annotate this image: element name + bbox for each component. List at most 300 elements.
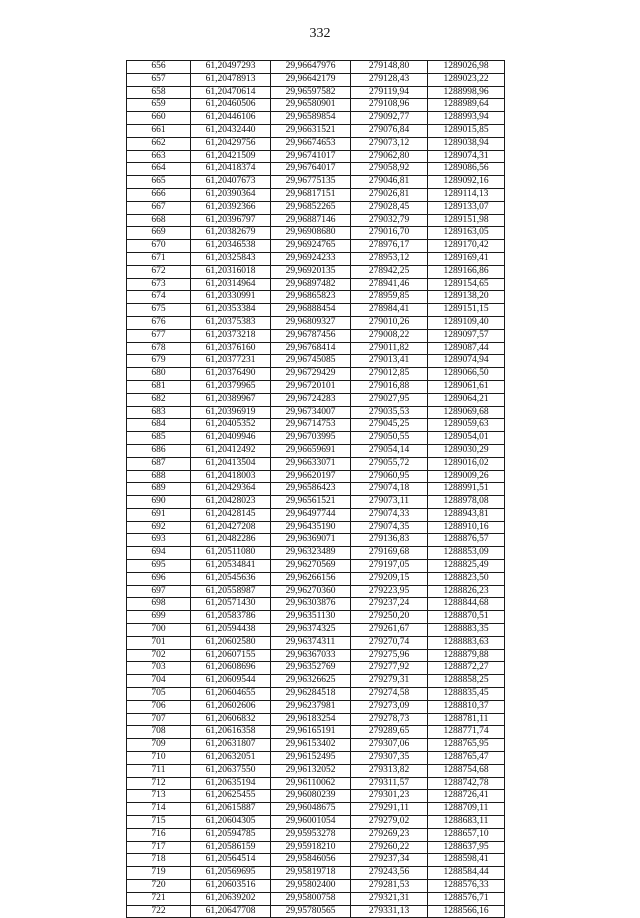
longitude-cell: 29,96323489 (271, 547, 351, 560)
longitude-cell: 29,96132052 (271, 764, 351, 777)
point-number-cell: 658 (127, 86, 191, 99)
point-number-cell: 712 (127, 777, 191, 790)
y-coordinate-cell: 1288709,11 (428, 803, 505, 816)
y-coordinate-cell: 1289151,15 (428, 304, 505, 317)
y-coordinate-cell: 1289061,61 (428, 380, 505, 393)
point-number-cell: 690 (127, 496, 191, 509)
point-number-cell: 715 (127, 816, 191, 829)
table-row (127, 432, 505, 445)
x-coordinate-cell: 279269,23 (351, 828, 428, 841)
point-number-cell: 680 (127, 368, 191, 381)
x-coordinate-cell: 279076,84 (351, 124, 428, 137)
longitude-cell: 29,96153402 (271, 739, 351, 752)
x-coordinate-cell: 279270,74 (351, 636, 428, 649)
table-row (127, 483, 505, 496)
latitude-cell: 61,20564514 (191, 854, 271, 867)
point-number-cell: 692 (127, 521, 191, 534)
x-coordinate-cell: 279209,15 (351, 572, 428, 585)
point-number-cell: 698 (127, 598, 191, 611)
latitude-cell: 61,20607155 (191, 649, 271, 662)
y-coordinate-cell: 1289023,22 (428, 73, 505, 86)
point-number-cell: 716 (127, 828, 191, 841)
x-coordinate-cell: 279073,11 (351, 496, 428, 509)
point-number-cell: 683 (127, 406, 191, 419)
y-coordinate-cell: 1288991,51 (428, 483, 505, 496)
coordinates-table (126, 60, 505, 918)
point-number-cell: 687 (127, 457, 191, 470)
latitude-cell: 61,20353384 (191, 304, 271, 317)
longitude-cell: 29,96659691 (271, 444, 351, 457)
y-coordinate-cell: 1288810,37 (428, 700, 505, 713)
longitude-cell: 29,95819718 (271, 867, 351, 880)
coordinates-table-body (127, 61, 505, 918)
x-coordinate-cell: 279026,81 (351, 188, 428, 201)
point-number-cell: 721 (127, 892, 191, 905)
x-coordinate-cell: 279274,58 (351, 688, 428, 701)
x-coordinate-cell: 279074,35 (351, 521, 428, 534)
table-row (127, 662, 505, 675)
table-row (127, 393, 505, 406)
table-row (127, 163, 505, 176)
x-coordinate-cell: 279011,82 (351, 342, 428, 355)
longitude-cell: 29,96597582 (271, 86, 351, 99)
point-number-cell: 688 (127, 470, 191, 483)
table-row (127, 572, 505, 585)
longitude-cell: 29,96720101 (271, 380, 351, 393)
latitude-cell: 61,20428145 (191, 508, 271, 521)
latitude-cell: 61,20482286 (191, 534, 271, 547)
point-number-cell: 697 (127, 585, 191, 598)
longitude-cell: 29,96729429 (271, 368, 351, 381)
point-number-cell: 677 (127, 329, 191, 342)
table-row (127, 355, 505, 368)
table-row (127, 176, 505, 189)
y-coordinate-cell: 1289015,85 (428, 124, 505, 137)
table-row (127, 150, 505, 163)
page-number: 332 (309, 26, 331, 41)
y-coordinate-cell: 1288853,09 (428, 547, 505, 560)
table-row (127, 764, 505, 777)
latitude-cell: 61,20409946 (191, 432, 271, 445)
latitude-cell: 61,20625455 (191, 790, 271, 803)
latitude-cell: 61,20615887 (191, 803, 271, 816)
table-row (127, 316, 505, 329)
x-coordinate-cell: 279313,82 (351, 764, 428, 777)
table-row (127, 649, 505, 662)
latitude-cell: 61,20569695 (191, 867, 271, 880)
point-number-cell: 693 (127, 534, 191, 547)
x-coordinate-cell: 279278,73 (351, 713, 428, 726)
longitude-cell: 29,96326625 (271, 675, 351, 688)
latitude-cell: 61,20470614 (191, 86, 271, 99)
table-row (127, 124, 505, 137)
y-coordinate-cell: 1288993,94 (428, 112, 505, 125)
table-row (127, 227, 505, 240)
longitude-cell: 29,95802400 (271, 880, 351, 893)
point-number-cell: 718 (127, 854, 191, 867)
y-coordinate-cell: 1289074,94 (428, 355, 505, 368)
table-row (127, 688, 505, 701)
table-row (127, 265, 505, 278)
x-coordinate-cell: 279054,14 (351, 444, 428, 457)
y-coordinate-cell: 1288876,57 (428, 534, 505, 547)
y-coordinate-cell: 1288883,35 (428, 624, 505, 637)
table-row (127, 496, 505, 509)
y-coordinate-cell: 1288998,96 (428, 86, 505, 99)
y-coordinate-cell: 1288883,63 (428, 636, 505, 649)
x-coordinate-cell: 279281,53 (351, 880, 428, 893)
latitude-cell: 61,20325843 (191, 252, 271, 265)
table-row (127, 137, 505, 150)
y-coordinate-cell: 1288726,41 (428, 790, 505, 803)
y-coordinate-cell: 1288835,45 (428, 688, 505, 701)
y-coordinate-cell: 1289086,56 (428, 163, 505, 176)
table-row (127, 278, 505, 291)
y-coordinate-cell: 1288576,33 (428, 880, 505, 893)
longitude-cell: 29,96631521 (271, 124, 351, 137)
point-number-cell: 700 (127, 624, 191, 637)
latitude-cell: 61,20497293 (191, 61, 271, 74)
point-number-cell: 704 (127, 675, 191, 688)
table-row (127, 790, 505, 803)
y-coordinate-cell: 1288754,68 (428, 764, 505, 777)
longitude-cell: 29,96580901 (271, 99, 351, 112)
x-coordinate-cell: 279277,92 (351, 662, 428, 675)
y-coordinate-cell: 1288765,95 (428, 739, 505, 752)
latitude-cell: 61,20460506 (191, 99, 271, 112)
longitude-cell: 29,95780565 (271, 905, 351, 918)
y-coordinate-cell: 1288858,25 (428, 675, 505, 688)
y-coordinate-cell: 1288910,16 (428, 521, 505, 534)
longitude-cell: 29,96165191 (271, 726, 351, 739)
point-number-cell: 678 (127, 342, 191, 355)
y-coordinate-cell: 1289166,86 (428, 265, 505, 278)
x-coordinate-cell: 279291,11 (351, 803, 428, 816)
x-coordinate-cell: 279237,34 (351, 854, 428, 867)
longitude-cell: 29,96775135 (271, 176, 351, 189)
y-coordinate-cell: 1289163,05 (428, 227, 505, 240)
table-row (127, 368, 505, 381)
table-row (127, 419, 505, 432)
table-row (127, 611, 505, 624)
x-coordinate-cell: 279197,05 (351, 560, 428, 573)
x-coordinate-cell: 279008,22 (351, 329, 428, 342)
longitude-cell: 29,96703995 (271, 432, 351, 445)
longitude-cell: 29,96303876 (271, 598, 351, 611)
point-number-cell: 699 (127, 611, 191, 624)
longitude-cell: 29,96887146 (271, 214, 351, 227)
longitude-cell: 29,96809327 (271, 316, 351, 329)
latitude-cell: 61,20407673 (191, 176, 271, 189)
x-coordinate-cell: 279050,55 (351, 432, 428, 445)
point-number-cell: 669 (127, 227, 191, 240)
latitude-cell: 61,20427208 (191, 521, 271, 534)
x-coordinate-cell: 279013,41 (351, 355, 428, 368)
y-coordinate-cell: 1289097,57 (428, 329, 505, 342)
y-coordinate-cell: 1289087,44 (428, 342, 505, 355)
longitude-cell: 29,96865823 (271, 291, 351, 304)
latitude-cell: 61,20571430 (191, 598, 271, 611)
y-coordinate-cell: 1288566,16 (428, 905, 505, 918)
longitude-cell: 29,96888454 (271, 304, 351, 317)
point-number-cell: 711 (127, 764, 191, 777)
latitude-cell: 61,20604655 (191, 688, 271, 701)
table-row (127, 508, 505, 521)
y-coordinate-cell: 1289026,98 (428, 61, 505, 74)
latitude-cell: 61,20594785 (191, 828, 271, 841)
x-coordinate-cell: 278984,41 (351, 304, 428, 317)
x-coordinate-cell: 279045,25 (351, 419, 428, 432)
x-coordinate-cell: 279027,95 (351, 393, 428, 406)
y-coordinate-cell: 1288771,74 (428, 726, 505, 739)
latitude-cell: 61,20602580 (191, 636, 271, 649)
x-coordinate-cell: 279073,12 (351, 137, 428, 150)
point-number-cell: 659 (127, 99, 191, 112)
y-coordinate-cell: 1289092,16 (428, 176, 505, 189)
longitude-cell: 29,96586423 (271, 483, 351, 496)
y-coordinate-cell: 1289151,98 (428, 214, 505, 227)
longitude-cell: 29,96374325 (271, 624, 351, 637)
longitude-cell: 29,96589854 (271, 112, 351, 125)
latitude-cell: 61,20392366 (191, 201, 271, 214)
latitude-cell: 61,20608696 (191, 662, 271, 675)
y-coordinate-cell: 1289114,13 (428, 188, 505, 201)
table-row (127, 713, 505, 726)
table-row (127, 624, 505, 637)
longitude-cell: 29,96048675 (271, 803, 351, 816)
x-coordinate-cell: 279108,96 (351, 99, 428, 112)
latitude-cell: 61,20534841 (191, 560, 271, 573)
table-row (127, 560, 505, 573)
longitude-cell: 29,96270360 (271, 585, 351, 598)
y-coordinate-cell: 1288978,08 (428, 496, 505, 509)
x-coordinate-cell: 279028,45 (351, 201, 428, 214)
y-coordinate-cell: 1289170,42 (428, 240, 505, 253)
latitude-cell: 61,20637550 (191, 764, 271, 777)
y-coordinate-cell: 1289016,02 (428, 457, 505, 470)
x-coordinate-cell: 279035,53 (351, 406, 428, 419)
x-coordinate-cell: 279169,68 (351, 547, 428, 560)
latitude-cell: 61,20418003 (191, 470, 271, 483)
x-coordinate-cell: 279311,57 (351, 777, 428, 790)
point-number-cell: 665 (127, 176, 191, 189)
table-row (127, 73, 505, 86)
y-coordinate-cell: 1288584,44 (428, 867, 505, 880)
table-row (127, 892, 505, 905)
point-number-cell: 691 (127, 508, 191, 521)
point-number-cell: 707 (127, 713, 191, 726)
table-row (127, 470, 505, 483)
point-number-cell: 681 (127, 380, 191, 393)
x-coordinate-cell: 279237,24 (351, 598, 428, 611)
y-coordinate-cell: 1288844,68 (428, 598, 505, 611)
x-coordinate-cell: 279128,43 (351, 73, 428, 86)
x-coordinate-cell: 279060,95 (351, 470, 428, 483)
x-coordinate-cell: 278953,12 (351, 252, 428, 265)
latitude-cell: 61,20609544 (191, 675, 271, 688)
y-coordinate-cell: 1288765,47 (428, 752, 505, 765)
longitude-cell: 29,96924765 (271, 240, 351, 253)
table-row (127, 585, 505, 598)
latitude-cell: 61,20545636 (191, 572, 271, 585)
table-row (127, 61, 505, 74)
table-row (127, 547, 505, 560)
table-row (127, 752, 505, 765)
y-coordinate-cell: 1289064,21 (428, 393, 505, 406)
table-row (127, 636, 505, 649)
y-coordinate-cell: 1288637,95 (428, 841, 505, 854)
y-coordinate-cell: 1289154,65 (428, 278, 505, 291)
table-row (127, 828, 505, 841)
latitude-cell: 61,20478913 (191, 73, 271, 86)
point-number-cell: 709 (127, 739, 191, 752)
latitude-cell: 61,20389967 (191, 393, 271, 406)
longitude-cell: 29,96787456 (271, 329, 351, 342)
x-coordinate-cell: 279289,65 (351, 726, 428, 739)
longitude-cell: 29,96183254 (271, 713, 351, 726)
table-row (127, 598, 505, 611)
y-coordinate-cell: 1288943,81 (428, 508, 505, 521)
latitude-cell: 61,20616358 (191, 726, 271, 739)
longitude-cell: 29,96908680 (271, 227, 351, 240)
y-coordinate-cell: 1288879,88 (428, 649, 505, 662)
longitude-cell: 29,96620197 (271, 470, 351, 483)
point-number-cell: 682 (127, 393, 191, 406)
x-coordinate-cell: 279307,35 (351, 752, 428, 765)
point-number-cell: 674 (127, 291, 191, 304)
latitude-cell: 61,20418374 (191, 163, 271, 176)
latitude-cell: 61,20635194 (191, 777, 271, 790)
point-number-cell: 713 (127, 790, 191, 803)
x-coordinate-cell: 279273,09 (351, 700, 428, 713)
table-row (127, 854, 505, 867)
x-coordinate-cell: 279055,72 (351, 457, 428, 470)
point-number-cell: 660 (127, 112, 191, 125)
x-coordinate-cell: 279012,85 (351, 368, 428, 381)
table-row (127, 201, 505, 214)
table-row (127, 406, 505, 419)
latitude-cell: 61,20373218 (191, 329, 271, 342)
longitude-cell: 29,96642179 (271, 73, 351, 86)
x-coordinate-cell: 279275,96 (351, 649, 428, 662)
point-number-cell: 676 (127, 316, 191, 329)
latitude-cell: 61,20375383 (191, 316, 271, 329)
table-row (127, 291, 505, 304)
y-coordinate-cell: 1289133,07 (428, 201, 505, 214)
point-number-cell: 701 (127, 636, 191, 649)
x-coordinate-cell: 279260,22 (351, 841, 428, 854)
y-coordinate-cell: 1288826,23 (428, 585, 505, 598)
point-number-cell: 702 (127, 649, 191, 662)
x-coordinate-cell: 279016,88 (351, 380, 428, 393)
y-coordinate-cell: 1289069,68 (428, 406, 505, 419)
latitude-cell: 61,20376490 (191, 368, 271, 381)
point-number-cell: 714 (127, 803, 191, 816)
x-coordinate-cell: 278959,85 (351, 291, 428, 304)
point-number-cell: 661 (127, 124, 191, 137)
point-number-cell: 722 (127, 905, 191, 918)
latitude-cell: 61,20586159 (191, 841, 271, 854)
latitude-cell: 61,20631807 (191, 739, 271, 752)
longitude-cell: 29,96001054 (271, 816, 351, 829)
latitude-cell: 61,20396919 (191, 406, 271, 419)
latitude-cell: 61,20314964 (191, 278, 271, 291)
longitude-cell: 29,96080239 (271, 790, 351, 803)
latitude-cell: 61,20604305 (191, 816, 271, 829)
table-row (127, 700, 505, 713)
y-coordinate-cell: 1288576,71 (428, 892, 505, 905)
y-coordinate-cell: 1288742,78 (428, 777, 505, 790)
y-coordinate-cell: 1288989,64 (428, 99, 505, 112)
longitude-cell: 29,96561521 (271, 496, 351, 509)
longitude-cell: 29,96724283 (271, 393, 351, 406)
table-row (127, 777, 505, 790)
table-row (127, 841, 505, 854)
latitude-cell: 61,20594438 (191, 624, 271, 637)
longitude-cell: 29,96924233 (271, 252, 351, 265)
table-row (127, 880, 505, 893)
longitude-cell: 29,96920135 (271, 265, 351, 278)
point-number-cell: 706 (127, 700, 191, 713)
y-coordinate-cell: 1289009,26 (428, 470, 505, 483)
y-coordinate-cell: 1289169,41 (428, 252, 505, 265)
table-row (127, 342, 505, 355)
y-coordinate-cell: 1289074,31 (428, 150, 505, 163)
x-coordinate-cell: 279016,70 (351, 227, 428, 240)
longitude-cell: 29,96633071 (271, 457, 351, 470)
table-row (127, 86, 505, 99)
latitude-cell: 61,20632051 (191, 752, 271, 765)
point-number-cell: 720 (127, 880, 191, 893)
point-number-cell: 679 (127, 355, 191, 368)
latitude-cell: 61,20583786 (191, 611, 271, 624)
point-number-cell: 696 (127, 572, 191, 585)
latitude-cell: 61,20377231 (191, 355, 271, 368)
y-coordinate-cell: 1289054,01 (428, 432, 505, 445)
table-row (127, 726, 505, 739)
point-number-cell: 666 (127, 188, 191, 201)
table-row (127, 534, 505, 547)
table-row (127, 240, 505, 253)
x-coordinate-cell: 279062,80 (351, 150, 428, 163)
longitude-cell: 29,96266156 (271, 572, 351, 585)
table-row (127, 739, 505, 752)
y-coordinate-cell: 1289059,63 (428, 419, 505, 432)
x-coordinate-cell: 278942,25 (351, 265, 428, 278)
x-coordinate-cell: 279092,77 (351, 112, 428, 125)
point-number-cell: 717 (127, 841, 191, 854)
longitude-cell: 29,96435190 (271, 521, 351, 534)
latitude-cell: 61,20390364 (191, 188, 271, 201)
x-coordinate-cell: 279119,94 (351, 86, 428, 99)
latitude-cell: 61,20405352 (191, 419, 271, 432)
y-coordinate-cell: 1288825,49 (428, 560, 505, 573)
longitude-cell: 29,96367033 (271, 649, 351, 662)
latitude-cell: 61,20602606 (191, 700, 271, 713)
latitude-cell: 61,20558987 (191, 585, 271, 598)
point-number-cell: 667 (127, 201, 191, 214)
x-coordinate-cell: 279136,83 (351, 534, 428, 547)
y-coordinate-cell: 1288781,11 (428, 713, 505, 726)
x-coordinate-cell: 279331,13 (351, 905, 428, 918)
x-coordinate-cell: 279307,06 (351, 739, 428, 752)
longitude-cell: 29,96741017 (271, 150, 351, 163)
latitude-cell: 61,20396797 (191, 214, 271, 227)
longitude-cell: 29,96152495 (271, 752, 351, 765)
longitude-cell: 29,96745085 (271, 355, 351, 368)
x-coordinate-cell: 279301,23 (351, 790, 428, 803)
latitude-cell: 61,20413504 (191, 457, 271, 470)
